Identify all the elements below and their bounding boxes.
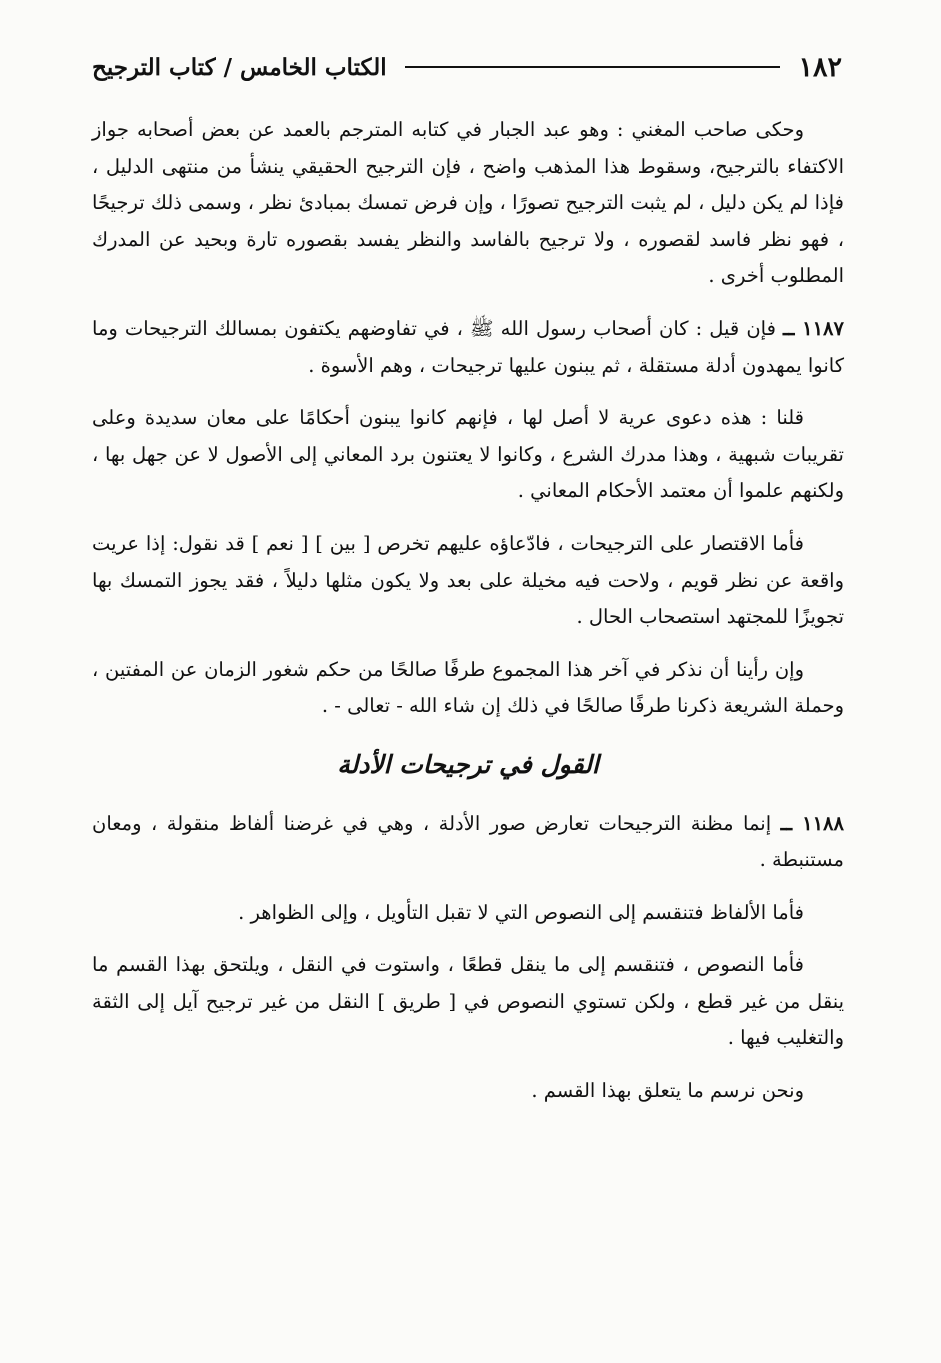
page-header — [92, 42, 842, 92]
section-heading: القول في ترجيحات الأدلة — [337, 749, 599, 779]
page-body — [92, 112, 844, 1126]
paragraph-3: قلنا : هذه دعوى عرية لا أصل لها ، فإنهم كانوا يبنون أحكامًا على معان سديدة وعلى تقريبات شبهية ، وهذا مدرك الشرع ، وكانوا لا يعتنون برد المعاني إلى الأصول لا عن جهل بها ، ولكنهم علموا أن معتمد الأحكام المعاني . — [92, 406, 844, 503]
page-number: ١٨٢ — [798, 51, 842, 83]
paragraph-1188-text: إنما مظنة الترجيحات تعارض صور الأدلة ، وهي في غرضنا ألفاظ منقولة ، ومعان مستنبطة . — [92, 811, 844, 872]
running-title: الكتاب الخامس / كتاب الترجيح — [92, 53, 387, 81]
section-number-1187: ١١٨٧ ــ — [783, 316, 845, 340]
paragraph-1: وحكى صاحب المغني : وهو عبد الجبار في كتابه المترجم بالعمد عن بعض أصحابه جواز الاكتفاء بالترجيح، وسقوط هذا المذهب واضح ، فإن الترجيح الحقيقي ينشأ من منتهى الدليل ، فإذا لم يكن دليل ، لم يثبت الترجيح تصورًا ، وإن فرض تمسك بمبادئ نظر ، وسمى ذلك ترجيحًا ، فهو نظر فاسد لقصوره ، ولا ترجيح بالفاسد والنظر يفسد بقصوره تارة وبحيد عن المدرك المطلوب أخرى . — [92, 118, 844, 288]
paragraph-9: ونحن نرسم ما يتعلق بهذا القسم . — [531, 1079, 804, 1103]
paragraph-1187 — [92, 311, 844, 384]
paragraph-7: فأما الألفاظ فتنقسم إلى النصوص التي لا تقبل التأويل ، وإلى الظواهر . — [238, 900, 804, 924]
paragraph-5: وإن رأينا أن نذكر في آخر هذا المجموع طرفًا صالحًا من حكم شغور الزمان عن المفتين ، وحملة الشريعة ذكرنا طرفًا صالحًا في ذلك إن شاء الله - تعالى - . — [92, 657, 844, 718]
paragraph-4: فأما الاقتصار على الترجيحات ، فادّعاؤه عليهم تخرص [ بين ] [ نعم ] قد نقول: إذا عريت واقعة عن نظر قويم ، ولاحت فيه مخيلة على بعد ولا يكون مثلها دليلاً ، فقد يجوز التمسك بها تجويزًا للمجتهد استصحاب الحال . — [92, 531, 844, 629]
section-number-1188: ١١٨٨ ــ — [780, 811, 845, 835]
paragraph-8: فأما النصوص ، فتنقسم إلى ما ينقل قطعًا ، واستوت في النقل ، ويلتحق بهذا القسم ما ينقل من غير قطع ، ولكن تستوي النصوص في [ طريق ] النقل من غير ترجيح آيل إلى الثقة والتغليب فيها . — [92, 953, 844, 1050]
paragraph-1187-text: فإن قيل : كان أصحاب رسول الله ﷺ ، في تفاوضهم يكتفون بمسالك الترجيحات وما كانوا يمهدون أدلة مستقلة ، ثم يبنون عليها ترجيحات ، وهم الأسوة . — [92, 316, 844, 377]
paragraph-1188 — [92, 806, 844, 879]
header-rule — [405, 66, 781, 68]
